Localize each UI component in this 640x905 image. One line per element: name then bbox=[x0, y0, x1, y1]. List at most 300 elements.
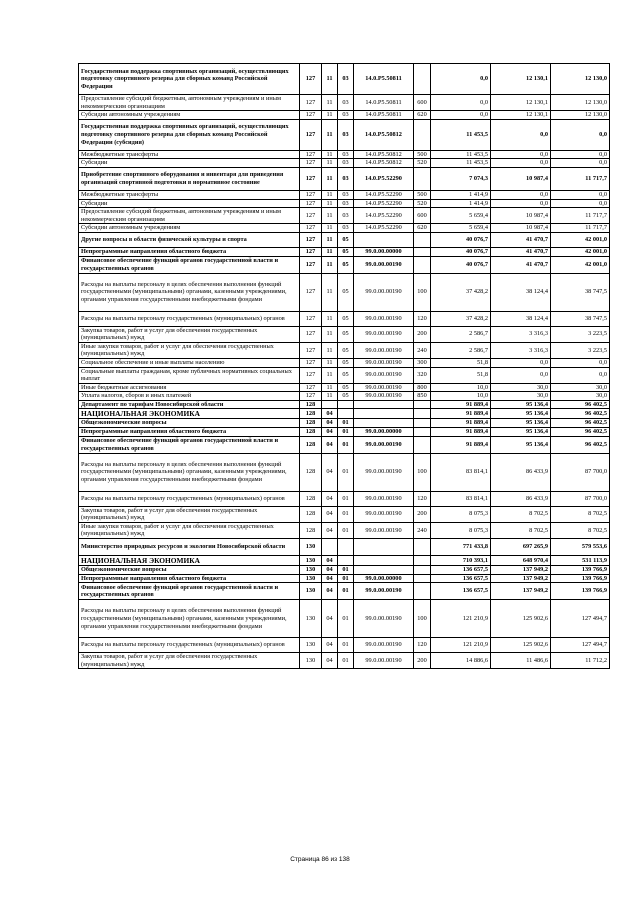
item-name: Расходы на выплаты персоналу государственных (муниципальных) органов bbox=[79, 311, 300, 326]
code-section: 11 bbox=[322, 95, 338, 111]
amount-year-2: 30,0 bbox=[491, 392, 551, 401]
code-ministry: 128 bbox=[300, 400, 322, 409]
item-name: Иные бюджетные ассигнования bbox=[79, 383, 300, 392]
code-ministry: 128 bbox=[300, 506, 322, 522]
code-subsection: 05 bbox=[338, 247, 354, 256]
code-target-article: 14.0.P5.50811 bbox=[354, 111, 414, 120]
code-subsection: 01 bbox=[338, 638, 354, 653]
table-row bbox=[79, 256, 610, 273]
table-row bbox=[79, 574, 610, 583]
amount-year-1: 710 393,1 bbox=[431, 556, 491, 566]
table-row bbox=[79, 311, 610, 326]
amount-year-3: 38 747,5 bbox=[551, 273, 610, 311]
item-name: Общеэкономические вопросы bbox=[79, 419, 300, 428]
amount-year-3: 96 402,5 bbox=[551, 419, 610, 428]
table-row bbox=[79, 419, 610, 428]
amount-year-2: 95 136,4 bbox=[491, 400, 551, 409]
code-section: 11 bbox=[322, 232, 338, 247]
amount-year-1: 91 889,4 bbox=[431, 428, 491, 437]
code-subsection: 05 bbox=[338, 367, 354, 383]
code-target-article: 99.0.00.00190 bbox=[354, 506, 414, 522]
code-subsection: 01 bbox=[338, 600, 354, 638]
code-target-article bbox=[354, 232, 414, 247]
code-expense-type bbox=[414, 583, 431, 600]
code-target-article: 99.0.00.00190 bbox=[354, 326, 414, 342]
amount-year-2: 137 949,2 bbox=[491, 583, 551, 600]
code-target-article: 99.0.00.00190 bbox=[354, 273, 414, 311]
code-target-article: 99.0.00.00000 bbox=[354, 428, 414, 437]
amount-year-1: 0,0 bbox=[431, 64, 491, 95]
code-section: 04 bbox=[322, 419, 338, 428]
code-section: 04 bbox=[322, 653, 338, 669]
amount-year-3: 3 223,5 bbox=[551, 342, 610, 358]
item-name: Государственная поддержка спортивных организаций, осуществляющих подготовку спортивного резерва для сборных команд Российской Федерации bbox=[79, 64, 300, 95]
code-section: 11 bbox=[322, 367, 338, 383]
amount-year-3: 11 712,2 bbox=[551, 653, 610, 669]
table-row bbox=[79, 539, 610, 556]
table-row bbox=[79, 556, 610, 566]
code-subsection: 03 bbox=[338, 208, 354, 224]
table-row bbox=[79, 600, 610, 638]
code-ministry: 127 bbox=[300, 199, 322, 208]
code-section: 04 bbox=[322, 428, 338, 437]
code-subsection: 01 bbox=[338, 428, 354, 437]
code-section: 11 bbox=[322, 199, 338, 208]
amount-year-3: 42 001,0 bbox=[551, 247, 610, 256]
code-target-article: 14.0.P5.52290 bbox=[354, 224, 414, 233]
item-name: Предоставление субсидий бюджетным, автономным учреждениям и иным некоммерческим организациям bbox=[79, 208, 300, 224]
code-target-article: 99.0.00.00000 bbox=[354, 574, 414, 583]
amount-year-3: 42 001,0 bbox=[551, 256, 610, 273]
code-section: 04 bbox=[322, 522, 338, 538]
code-ministry: 130 bbox=[300, 638, 322, 653]
amount-year-3: 11 717,7 bbox=[551, 167, 610, 190]
code-expense-type: 120 bbox=[414, 311, 431, 326]
amount-year-2: 95 136,4 bbox=[491, 409, 551, 419]
amount-year-2: 697 265,9 bbox=[491, 539, 551, 556]
code-section: 11 bbox=[322, 358, 338, 367]
amount-year-3: 12 130,0 bbox=[551, 95, 610, 111]
code-target-article bbox=[354, 409, 414, 419]
code-expense-type: 800 bbox=[414, 383, 431, 392]
code-subsection: 01 bbox=[338, 436, 354, 453]
code-target-article: 14.0.P5.52290 bbox=[354, 167, 414, 190]
table-row bbox=[79, 167, 610, 190]
code-target-article: 99.0.00.00190 bbox=[354, 453, 414, 491]
amount-year-3: 127 494,7 bbox=[551, 600, 610, 638]
code-ministry: 127 bbox=[300, 150, 322, 159]
code-ministry: 130 bbox=[300, 583, 322, 600]
amount-year-3: 96 402,5 bbox=[551, 400, 610, 409]
item-name: Расходы на выплаты персоналу государственных (муниципальных) органов bbox=[79, 491, 300, 506]
amount-year-1: 1 414,9 bbox=[431, 190, 491, 199]
code-expense-type: 100 bbox=[414, 600, 431, 638]
amount-year-3: 139 766,9 bbox=[551, 566, 610, 575]
table-body bbox=[79, 64, 610, 669]
code-section: 11 bbox=[322, 159, 338, 168]
code-expense-type bbox=[414, 167, 431, 190]
table-row bbox=[79, 491, 610, 506]
amount-year-1: 51,8 bbox=[431, 358, 491, 367]
amount-year-2: 95 136,4 bbox=[491, 428, 551, 437]
amount-year-2: 12 130,1 bbox=[491, 95, 551, 111]
amount-year-1: 83 814,1 bbox=[431, 453, 491, 491]
code-subsection: 01 bbox=[338, 583, 354, 600]
amount-year-2: 10 987,4 bbox=[491, 224, 551, 233]
amount-year-3: 12 130,0 bbox=[551, 111, 610, 120]
amount-year-1: 0,0 bbox=[431, 111, 491, 120]
code-ministry: 127 bbox=[300, 342, 322, 358]
amount-year-2: 86 433,9 bbox=[491, 453, 551, 491]
code-target-article: 99.0.00.00190 bbox=[354, 436, 414, 453]
code-section: 11 bbox=[322, 190, 338, 199]
code-section: 04 bbox=[322, 566, 338, 575]
item-name: Социальные выплаты гражданам, кроме публичных нормативных социальных выплат bbox=[79, 367, 300, 383]
code-target-article bbox=[354, 400, 414, 409]
table-row bbox=[79, 583, 610, 600]
item-name: Непрограммные направления областного бюджета bbox=[79, 574, 300, 583]
item-name: Другие вопросы в области физической культуры и спорта bbox=[79, 232, 300, 247]
item-name: Иные закупки товаров, работ и услуг для обеспечения государственных (муниципальных) нужд bbox=[79, 342, 300, 358]
amount-year-1: 2 586,7 bbox=[431, 342, 491, 358]
code-expense-type: 600 bbox=[414, 95, 431, 111]
amount-year-3: 0,0 bbox=[551, 119, 610, 150]
amount-year-1: 7 074,3 bbox=[431, 167, 491, 190]
code-subsection: 01 bbox=[338, 419, 354, 428]
code-section: 11 bbox=[322, 224, 338, 233]
code-target-article: 14.0.P5.50811 bbox=[354, 95, 414, 111]
code-expense-type bbox=[414, 436, 431, 453]
code-target-article: 99.0.00.00190 bbox=[354, 522, 414, 538]
code-subsection: 01 bbox=[338, 566, 354, 575]
code-section: 04 bbox=[322, 453, 338, 491]
code-expense-type bbox=[414, 119, 431, 150]
amount-year-2: 648 970,4 bbox=[491, 556, 551, 566]
amount-year-2: 30,0 bbox=[491, 383, 551, 392]
code-expense-type: 240 bbox=[414, 522, 431, 538]
code-ministry: 128 bbox=[300, 428, 322, 437]
code-subsection: 03 bbox=[338, 167, 354, 190]
code-ministry: 127 bbox=[300, 167, 322, 190]
code-subsection: 05 bbox=[338, 273, 354, 311]
amount-year-3: 42 001,0 bbox=[551, 232, 610, 247]
code-expense-type bbox=[414, 400, 431, 409]
amount-year-2: 0,0 bbox=[491, 358, 551, 367]
code-expense-type: 520 bbox=[414, 199, 431, 208]
amount-year-1: 771 433,8 bbox=[431, 539, 491, 556]
code-section: 04 bbox=[322, 506, 338, 522]
item-name: Расходы на выплаты персоналу в целях обеспечения выполнения функций государственными (муниципальными) органами, казенными учреждениями, органами управления государственными внебюджетными фондами bbox=[79, 273, 300, 311]
code-section: 11 bbox=[322, 273, 338, 311]
code-ministry: 127 bbox=[300, 256, 322, 273]
item-name: Уплата налогов, сборов и иных платежей bbox=[79, 392, 300, 401]
code-target-article: 14.0.P5.52290 bbox=[354, 208, 414, 224]
code-expense-type: 120 bbox=[414, 638, 431, 653]
code-target-article: 99.0.00.00190 bbox=[354, 367, 414, 383]
amount-year-1: 14 886,6 bbox=[431, 653, 491, 669]
amount-year-2: 8 702,5 bbox=[491, 522, 551, 538]
code-subsection bbox=[338, 400, 354, 409]
amount-year-2: 38 124,4 bbox=[491, 311, 551, 326]
amount-year-1: 5 659,4 bbox=[431, 224, 491, 233]
code-target-article: 14.0.P5.50812 bbox=[354, 150, 414, 159]
code-expense-type bbox=[414, 409, 431, 419]
code-ministry: 127 bbox=[300, 224, 322, 233]
item-name: Общеэкономические вопросы bbox=[79, 566, 300, 575]
code-target-article: 99.0.00.00190 bbox=[354, 383, 414, 392]
amount-year-1: 51,8 bbox=[431, 367, 491, 383]
code-expense-type bbox=[414, 566, 431, 575]
amount-year-3: 0,0 bbox=[551, 199, 610, 208]
table-row bbox=[79, 566, 610, 575]
item-name: Приобретение спортивного оборудования и инвентаря для приведения организаций спортивной подготовки в нормативное состояние bbox=[79, 167, 300, 190]
code-section bbox=[322, 400, 338, 409]
code-subsection: 05 bbox=[338, 311, 354, 326]
code-subsection: 01 bbox=[338, 491, 354, 506]
code-ministry: 127 bbox=[300, 95, 322, 111]
item-name: Министерство природных ресурсов и экологии Новосибирской области bbox=[79, 539, 300, 556]
code-ministry: 130 bbox=[300, 600, 322, 638]
code-subsection: 05 bbox=[338, 326, 354, 342]
code-subsection: 03 bbox=[338, 150, 354, 159]
table-row bbox=[79, 199, 610, 208]
table-row bbox=[79, 208, 610, 224]
code-subsection: 05 bbox=[338, 383, 354, 392]
amount-year-2: 10 987,4 bbox=[491, 208, 551, 224]
amount-year-3: 38 747,5 bbox=[551, 311, 610, 326]
amount-year-3: 127 494,7 bbox=[551, 638, 610, 653]
code-subsection: 03 bbox=[338, 159, 354, 168]
amount-year-2: 10 987,4 bbox=[491, 167, 551, 190]
table-row bbox=[79, 383, 610, 392]
amount-year-2: 3 316,3 bbox=[491, 342, 551, 358]
code-target-article: 99.0.00.00190 bbox=[354, 600, 414, 638]
table-row bbox=[79, 273, 610, 311]
code-section: 11 bbox=[322, 383, 338, 392]
code-subsection: 05 bbox=[338, 256, 354, 273]
code-subsection: 01 bbox=[338, 453, 354, 491]
code-expense-type: 200 bbox=[414, 653, 431, 669]
code-ministry: 127 bbox=[300, 111, 322, 120]
code-section: 04 bbox=[322, 491, 338, 506]
amount-year-1: 11 453,5 bbox=[431, 119, 491, 150]
code-ministry: 127 bbox=[300, 208, 322, 224]
amount-year-3: 8 702,5 bbox=[551, 506, 610, 522]
amount-year-1: 11 453,5 bbox=[431, 159, 491, 168]
code-subsection bbox=[338, 556, 354, 566]
amount-year-2: 0,0 bbox=[491, 199, 551, 208]
code-target-article: 14.0.P5.50811 bbox=[354, 64, 414, 95]
table-row bbox=[79, 367, 610, 383]
table-row bbox=[79, 190, 610, 199]
amount-year-2: 11 486,6 bbox=[491, 653, 551, 669]
table-row bbox=[79, 247, 610, 256]
amount-year-2: 0,0 bbox=[491, 190, 551, 199]
code-ministry: 130 bbox=[300, 539, 322, 556]
amount-year-3: 0,0 bbox=[551, 159, 610, 168]
code-section: 04 bbox=[322, 436, 338, 453]
table-row bbox=[79, 358, 610, 367]
amount-year-3: 87 700,0 bbox=[551, 491, 610, 506]
code-section: 11 bbox=[322, 342, 338, 358]
code-expense-type bbox=[414, 256, 431, 273]
amount-year-2: 125 902,6 bbox=[491, 600, 551, 638]
amount-year-3: 30,0 bbox=[551, 392, 610, 401]
code-section: 04 bbox=[322, 638, 338, 653]
code-section: 11 bbox=[322, 119, 338, 150]
code-target-article: 99.0.00.00190 bbox=[354, 392, 414, 401]
table-row bbox=[79, 119, 610, 150]
code-ministry: 127 bbox=[300, 383, 322, 392]
amount-year-2: 0,0 bbox=[491, 119, 551, 150]
code-expense-type bbox=[414, 247, 431, 256]
code-ministry: 127 bbox=[300, 358, 322, 367]
code-subsection: 05 bbox=[338, 342, 354, 358]
code-subsection bbox=[338, 409, 354, 419]
item-name: Субсидии bbox=[79, 159, 300, 168]
code-ministry: 128 bbox=[300, 453, 322, 491]
table-row bbox=[79, 453, 610, 491]
amount-year-3: 8 702,5 bbox=[551, 522, 610, 538]
amount-year-3: 0,0 bbox=[551, 367, 610, 383]
item-name: Закупка товаров, работ и услуг для обеспечения государственных (муниципальных) нужд bbox=[79, 326, 300, 342]
amount-year-3: 96 402,5 bbox=[551, 409, 610, 419]
code-subsection: 01 bbox=[338, 522, 354, 538]
amount-year-2: 41 470,7 bbox=[491, 232, 551, 247]
code-subsection: 03 bbox=[338, 224, 354, 233]
code-target-article: 99.0.00.00190 bbox=[354, 256, 414, 273]
code-section: 11 bbox=[322, 64, 338, 95]
code-ministry: 127 bbox=[300, 159, 322, 168]
code-target-article bbox=[354, 539, 414, 556]
amount-year-1: 91 889,4 bbox=[431, 400, 491, 409]
table-row bbox=[79, 428, 610, 437]
amount-year-3: 96 402,5 bbox=[551, 436, 610, 453]
table-row bbox=[79, 392, 610, 401]
code-target-article: 99.0.00.00190 bbox=[354, 583, 414, 600]
code-expense-type: 520 bbox=[414, 159, 431, 168]
code-section: 04 bbox=[322, 556, 338, 566]
code-ministry: 127 bbox=[300, 247, 322, 256]
code-subsection: 03 bbox=[338, 111, 354, 120]
code-subsection: 05 bbox=[338, 392, 354, 401]
code-expense-type: 200 bbox=[414, 326, 431, 342]
code-expense-type bbox=[414, 64, 431, 95]
code-target-article: 99.0.00.00190 bbox=[354, 342, 414, 358]
code-expense-type: 120 bbox=[414, 491, 431, 506]
table-row bbox=[79, 342, 610, 358]
code-target-article bbox=[354, 566, 414, 575]
amount-year-2: 137 949,2 bbox=[491, 574, 551, 583]
item-name: Финансовое обеспечение функций органов государственной власти и государственных органов bbox=[79, 436, 300, 453]
code-expense-type: 620 bbox=[414, 224, 431, 233]
code-section: 11 bbox=[322, 111, 338, 120]
item-name: Закупка товаров, работ и услуг для обеспечения государственных (муниципальных) нужд bbox=[79, 653, 300, 669]
amount-year-3: 11 717,7 bbox=[551, 208, 610, 224]
amount-year-3: 87 700,0 bbox=[551, 453, 610, 491]
amount-year-2: 3 316,3 bbox=[491, 326, 551, 342]
code-expense-type: 100 bbox=[414, 273, 431, 311]
amount-year-3: 531 113,9 bbox=[551, 556, 610, 566]
table-row bbox=[79, 111, 610, 120]
amount-year-2: 0,0 bbox=[491, 150, 551, 159]
code-section: 11 bbox=[322, 311, 338, 326]
code-ministry: 127 bbox=[300, 326, 322, 342]
item-name: Государственная поддержка спортивных организаций, осуществляющих подготовку спортивного резерва для сборных команд Российской Федерации (субсидия) bbox=[79, 119, 300, 150]
code-expense-type: 200 bbox=[414, 506, 431, 522]
code-subsection: 05 bbox=[338, 232, 354, 247]
amount-year-2: 125 902,6 bbox=[491, 638, 551, 653]
code-section: 11 bbox=[322, 392, 338, 401]
code-subsection: 03 bbox=[338, 119, 354, 150]
amount-year-2: 95 136,4 bbox=[491, 436, 551, 453]
code-expense-type bbox=[414, 232, 431, 247]
code-subsection: 03 bbox=[338, 190, 354, 199]
code-expense-type: 240 bbox=[414, 342, 431, 358]
code-ministry: 130 bbox=[300, 653, 322, 669]
amount-year-1: 0,0 bbox=[431, 95, 491, 111]
code-expense-type: 100 bbox=[414, 453, 431, 491]
amount-year-2: 0,0 bbox=[491, 159, 551, 168]
code-section: 11 bbox=[322, 256, 338, 273]
item-name: Иные закупки товаров, работ и услуг для обеспечения государственных (муниципальных) нужд bbox=[79, 522, 300, 538]
code-target-article: 99.0.00.00190 bbox=[354, 311, 414, 326]
budget-table bbox=[78, 63, 610, 669]
amount-year-1: 91 889,4 bbox=[431, 436, 491, 453]
code-expense-type: 620 bbox=[414, 111, 431, 120]
code-ministry: 127 bbox=[300, 64, 322, 95]
amount-year-1: 5 659,4 bbox=[431, 208, 491, 224]
table-row bbox=[79, 400, 610, 409]
amount-year-2: 41 470,7 bbox=[491, 256, 551, 273]
code-ministry: 128 bbox=[300, 436, 322, 453]
amount-year-1: 91 889,4 bbox=[431, 419, 491, 428]
item-name: Предоставление субсидий бюджетным, автономным учреждениям и иным некоммерческим организациям bbox=[79, 95, 300, 111]
table-row bbox=[79, 232, 610, 247]
code-subsection: 03 bbox=[338, 199, 354, 208]
code-ministry: 128 bbox=[300, 409, 322, 419]
code-expense-type bbox=[414, 428, 431, 437]
code-target-article bbox=[354, 419, 414, 428]
amount-year-1: 8 075,3 bbox=[431, 522, 491, 538]
code-ministry: 127 bbox=[300, 367, 322, 383]
item-name: Межбюджетные трансферты bbox=[79, 150, 300, 159]
table-row bbox=[79, 409, 610, 419]
code-ministry: 127 bbox=[300, 311, 322, 326]
amount-year-1: 83 814,1 bbox=[431, 491, 491, 506]
code-expense-type bbox=[414, 539, 431, 556]
amount-year-2: 137 949,2 bbox=[491, 566, 551, 575]
amount-year-1: 136 657,5 bbox=[431, 574, 491, 583]
code-section: 11 bbox=[322, 150, 338, 159]
code-expense-type: 300 bbox=[414, 358, 431, 367]
table-row bbox=[79, 95, 610, 111]
code-section: 04 bbox=[322, 600, 338, 638]
amount-year-1: 136 657,5 bbox=[431, 583, 491, 600]
amount-year-2: 8 702,5 bbox=[491, 506, 551, 522]
code-section: 11 bbox=[322, 208, 338, 224]
table-row bbox=[79, 436, 610, 453]
table-row bbox=[79, 522, 610, 538]
item-name: Расходы на выплаты персоналу государственных (муниципальных) органов bbox=[79, 638, 300, 653]
table-row bbox=[79, 638, 610, 653]
code-subsection: 01 bbox=[338, 653, 354, 669]
code-expense-type: 500 bbox=[414, 190, 431, 199]
table-row bbox=[79, 326, 610, 342]
amount-year-2: 41 470,7 bbox=[491, 247, 551, 256]
code-target-article: 14.0.P5.52290 bbox=[354, 190, 414, 199]
code-target-article bbox=[354, 556, 414, 566]
